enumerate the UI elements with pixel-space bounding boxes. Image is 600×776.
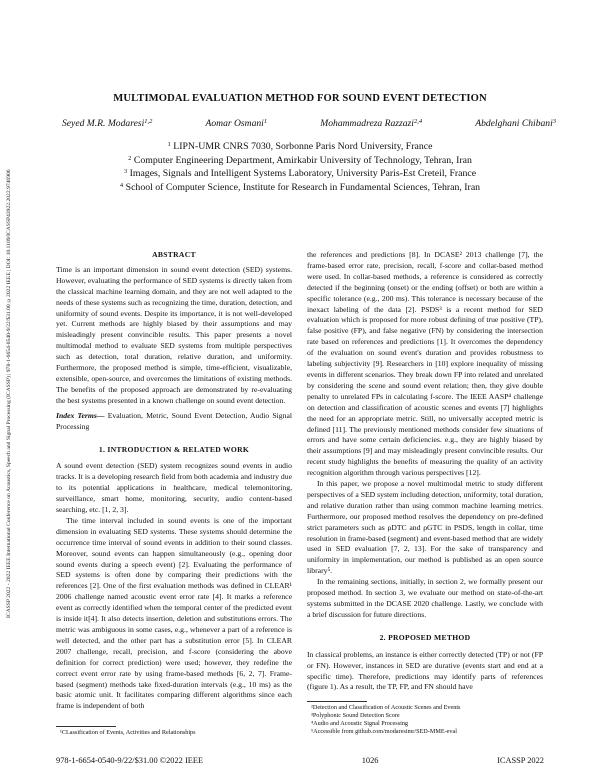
abstract-heading: ABSTRACT — [152, 250, 196, 259]
abstract — [56, 265, 292, 433]
footer-venue: ICASSP 2022 — [497, 756, 544, 765]
sidebar-citation: ICASSP 2022 - 2022 IEEE International Conference on Acoustics, Speech and Signal Processing (ICASSP) | 978-1-6654-0540-9/22/$31.00 ©2022 IEEE | DOI: 10.1109/ICASSP43922.2022.9746906 — [6, 169, 12, 618]
footnote-rule — [56, 726, 116, 727]
author: Mohammadreza Razzazi$^{2,4}$ — [320, 118, 423, 129]
footnote: ⁵Accessible from github.com/modaresimr/SED-MME-eval — [311, 728, 457, 735]
footnote: ¹CLassification of Events, Activities and Relationships — [60, 729, 196, 736]
affiliation-list — [60, 140, 540, 194]
paper-title: MULTIMODAL EVALUATION METHOD FOR SOUND EVENT DETECTION — [113, 93, 487, 104]
affiliation: $^3$ Images, Signals and Intelligent Systems Laboratory, University Paris-Est Creteil, France — [123, 168, 477, 180]
affiliation: $^1$ LIPN-UMR CNRS 7030, Sorbonne Paris Nord University, France — [167, 141, 433, 152]
left-column — [56, 250, 292, 712]
abstract-text: Time is an important dimension in sound event detection (SED) systems. However, evaluating the performance of SED systems is directly taken from the classical machine learning domain, and they are not well adapted to the needs of these systems such as recognizing the time, duration, detection, and uniformity of sound events. Despite its importance, it is not well-developed yet. Current methods are highly biased by their assumptions and may misleadingly present convincible results. This paper presents a novel multimodal method to evaluate SED systems from multiple perspectives such as detection, total duration, relative duration, and uniformity. Furthermore, the proposed method is simple, time-efficient, visualizable, extensible, open-source, and overcomes the limitations of existing methods. The benefits of the proposed approach are demonstrated by re-evaluating the best systems presented in a known challenge on sound event detection. — [56, 264, 292, 405]
section-heading-method: 2. PROPOSED METHOD — [379, 632, 471, 642]
footer-isbn: 978-1-6654-0540-9/22/$31.00 ©2022 IEEE — [56, 756, 204, 765]
author: Abdelghani Chibani$^3$ — [475, 118, 556, 129]
right-column — [307, 250, 543, 693]
author: Aomar Osmani$^1$ — [205, 118, 268, 129]
page-number: 1026 — [361, 756, 379, 765]
section-heading-intro: 1. INTRODUCTION & RELATED WORK — [98, 444, 250, 454]
author: Seyed M.R. Modaresi$^{1,2}$ — [62, 118, 153, 129]
author-list — [62, 118, 556, 129]
footnotes-right — [307, 701, 543, 736]
footnote: ³Polyphonic Sound Detection Score — [311, 712, 400, 719]
page-footer — [56, 756, 544, 765]
paragraph: A sound event detection (SED) system recognizes sound events in audio tracks. It is a developing research field from both academia and industry due to its potential applications in healthcare, medical telemonitoring, surveillance, smart home, monitoring, security, audio content-based searching, etc. [1, 2, 3]. — [56, 461, 292, 515]
affiliation: $^2$ Computer Engineering Department, Amirkabir University of Technology, Tehran, Iran — [128, 154, 472, 166]
index-terms: Index Terms— Evaluation, Metric, Sound Event Detection, Audio Signal Processing — [56, 410, 292, 431]
footnote: ⁴Audio and Acoustic Signal Processing — [311, 720, 409, 727]
footnote: ²Detection and Classification of Acoustic Scenes and Events — [311, 704, 461, 711]
footnotes-left — [56, 726, 292, 737]
affiliation: $^4$ School of Computer Science, Institute for Research in Fundamental Sciences, Tehran, Iran — [119, 181, 481, 193]
paragraph: the references and predictions [8]. In DCASE² 2013 challenge [7], the frame-based error rate, precision, recall, f-score and collar-based method were used. In collar-based methods, a reference is considered as correctly detected if the beginning (onset) or the ending (offset) or both are within a specific tolerance (e.g., 200 ms). This tolerance is necessary because of the inexact labeling of the data [2]. PSDS³ is a recent method for SED evaluation which is proposed for more robust defining of true positive (TP), false positive (FP), and false negative (FN) by considering the intersection rate based on references and predictions [1]. It overcomes the dependency of the evaluation on sound event's duration and provides robustness to labeling subjectivity [9]. Researchers in [10] explore inequality of missing events in different scenarios. They break down FP into related and unrelated by considering the scene and sound event relation; then, they give double penalty to unrelated FPs in calculating f-score. The IEEE AASP⁴ challenge on detection and classification of acoustic scenes and events [7] highlights the need for an appropriate metric. Still, no universally accepted metric is defined [11]. The previously mentioned methods consider few situations of errors and have some certain deficiencies. e.g., they are highly biased by their assumptions [9] and may misleadingly present convincible results. Our recent study highlights the benefits of measuring the quality of an activity recognition algorithm through various perspectives [12]. — [307, 250, 543, 478]
footnote-rule — [307, 701, 367, 702]
paragraph: In classical problems, an instance is either correctly detected (TP) or not (FP or FN). However, instances in SED are durative (events start and end at a specific time). Therefore, predictions may identify parts of references (figure 1). As a result, the TP, FP, and FN should have — [307, 649, 543, 692]
paragraph: In the remaining sections, initially, in section 2, we formally present our proposed method. In section 3, we evaluate our method on state-of-the-art systems submitted in the DCASE 2020 challenge. Lastly, we conclude with a brief discussion for future directions. — [307, 577, 543, 619]
paragraph: The time interval included in sound events is one of the important dimension in evaluating SED systems. These systems should determine the occurrence time interval of sound events in addition to their sound classes. Moreover, sound events can happen simultaneously (e.g., opening door sound events during a speech event) [2]. Evaluating the performance of SED systems is often done by comparing their predictions with the references [2]. One of the first evaluation methods was defined in CLEAR¹ 2006 challenge named acoustic event error rate [4]. It marks a reference event as correctly identified when the temporal center of the predicted event is inside it[4]. It also detects insertion, deletion and substitutions errors. The metric was ambiguous in some cases, e.g., whenever a part of a reference is well detected, and the other part has a substitution error [5]. In CLEAR 2007 challenge, recall, precision, and f-score (considering the above definition for correct prediction) were used; however, they redefine the correct event error rate by using frame-based methods [6, 2, 7]. Frame-based (segment) methods take fixed-duration intervals (e.g., 10 ms) as the basic atomic unit. It facilitates comparing different algorithms since each frame is independent of both — [56, 515, 292, 711]
paragraph: In this paper, we propose a novel multimodal metric to study different perspectives of a SED system including detection, uniformity, total duration, and relative duration rather than using common machine learning metrics. Furthermore, our proposed method resolves the dependency on pre-defined strict parameters such as ρDTC and ρGTC in PSDS, length in collar, time resolution in frame-based (segment) and event-based method that are widely used in SED evaluation [7, 2, 13]. For the sake of transparency and uniformity in implementation, our method is published as an open source library⁵. — [307, 479, 543, 576]
